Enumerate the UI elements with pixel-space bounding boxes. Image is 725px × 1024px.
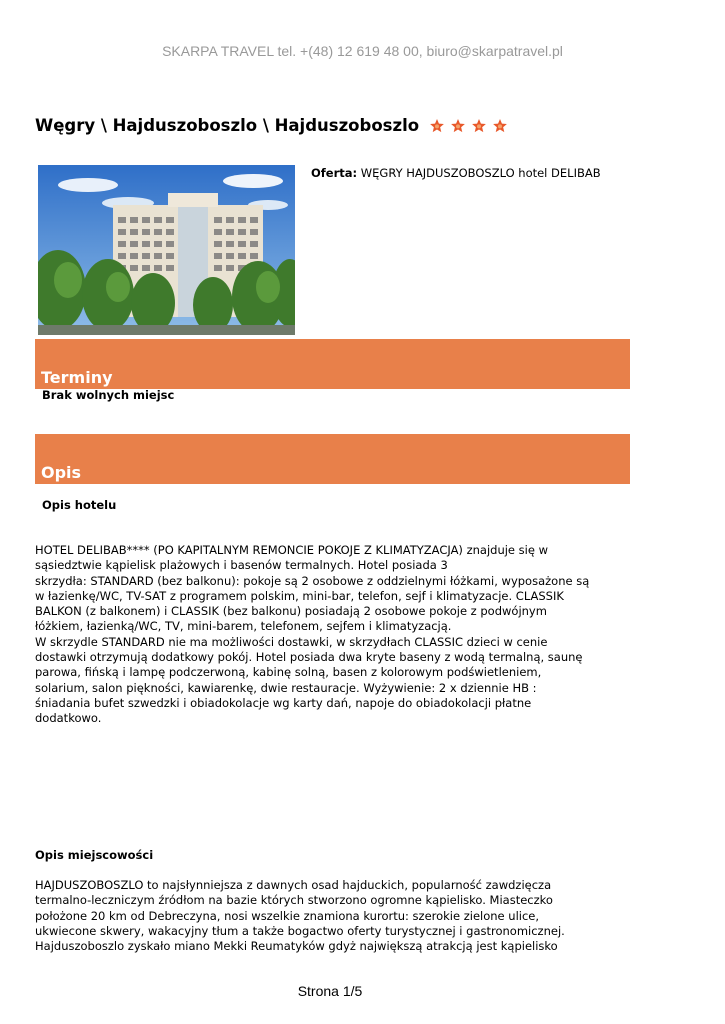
text-line: skrzydła: STANDARD (bez balkonu): pokoje są 2 osobowe z oddzielnymi łóżkami, wyposażone są: [35, 573, 590, 588]
text-line: sąsiedztwie kąpielisk plażowych i basenów termalnych. Hotel posiada 3: [35, 558, 448, 573]
hotel-description: [35, 543, 635, 727]
text-line: BALKON (z balkonem) i CLASSIK (bez balkonu) posiadają 2 osobowe pokoje z podwójnym: [35, 604, 547, 619]
text-line: solarium, salon piękności, kawiarenkę, dwie restauracje. Wyżywienie: 2 x dziennie HB :: [35, 680, 537, 695]
page-number: Strona 1/5: [297, 983, 363, 999]
text-line: ukwiecone skwery, wakacyjny tłum a także bogactwo oferty turystycznej i gastronomicznej.: [35, 923, 565, 938]
title-row: [35, 116, 508, 135]
opis-heading: Opis: [41, 463, 82, 482]
offer-label: Oferta:: [311, 166, 358, 180]
hotel-photo: [38, 165, 295, 335]
header-contact: SKARPA TRAVEL tel. +(48) 12 619 48 00, biuro@skarpatravel.pl: [162, 43, 563, 59]
terminy-status: Brak wolnych miejsc: [42, 388, 175, 402]
text-line: Hajduszoboszlo zyskało miano Mekki Reumatyków gdyż największą atrakcją jest kąpielisko: [35, 939, 558, 954]
opis-band: [35, 434, 630, 484]
text-line: W skrzydle STANDARD nie ma możliwości dostawki, w skrzydłach CLASSIC dzieci w cenie: [35, 634, 548, 649]
text-line: położone 20 km od Debreczyna, nosi wszelkie znamiona kurortu: szerokie zielone ulice,: [35, 908, 540, 923]
hotel-description-heading: Opis hotelu: [42, 498, 117, 512]
text-line: dostawki otrzymują dodatkowy pokój. Hotel posiada dwa kryte baseny z wodą termalną, saunę: [35, 650, 583, 665]
star-icon: [429, 118, 445, 134]
text-line: HOTEL DELIBAB**** (PO KAPITALNYM REMONCIE POKOJE Z KLIMATYZACJA) znajduje się w: [35, 543, 548, 557]
text-line: łóżkiem, łazienką/WC, TV, mini-barem, telefonem, sejfem i klimatyzacją.: [35, 619, 452, 634]
text-line: parowa, fińską i lampę podczerwoną, kabinę solną, basen z kolorowym podświetleniem,: [35, 665, 542, 680]
page-title: Węgry \ Hajduszoboszlo \ Hajduszoboszlo: [35, 116, 420, 135]
terminy-band: [35, 339, 630, 389]
town-description: [35, 878, 635, 954]
text-line: dodatkowo.: [35, 711, 102, 726]
star-icon: [492, 118, 508, 134]
town-description-heading: Opis miejscowości: [35, 848, 154, 862]
offer-value: WĘGRY HAJDUSZOBOSZLO hotel DELIBAB: [360, 166, 601, 180]
text-line: śniadania bufet szwedzki i obiadokolacje wg karty dań, napoje do obiadokolacji płatne: [35, 695, 532, 710]
offer-line: [311, 166, 601, 180]
text-line: HAJDUSZOBOSZLO to najsłynniejsza z dawnych osad hajduckich, popularność zawdzięcza: [35, 878, 552, 892]
star-rating: [429, 118, 508, 134]
star-icon: [471, 118, 487, 134]
text-line: termalno-leczniczym źródłom na bazie których stworzono ogromne kąpielisko. Miasteczko: [35, 893, 553, 908]
text-line: w łazienkę/WC, TV-SAT z programem polskim, mini-bar, telefon, sejf i klimatyzacje. CLASSIK: [35, 588, 564, 603]
terminy-heading: Terminy: [41, 368, 113, 387]
star-icon: [450, 118, 466, 134]
